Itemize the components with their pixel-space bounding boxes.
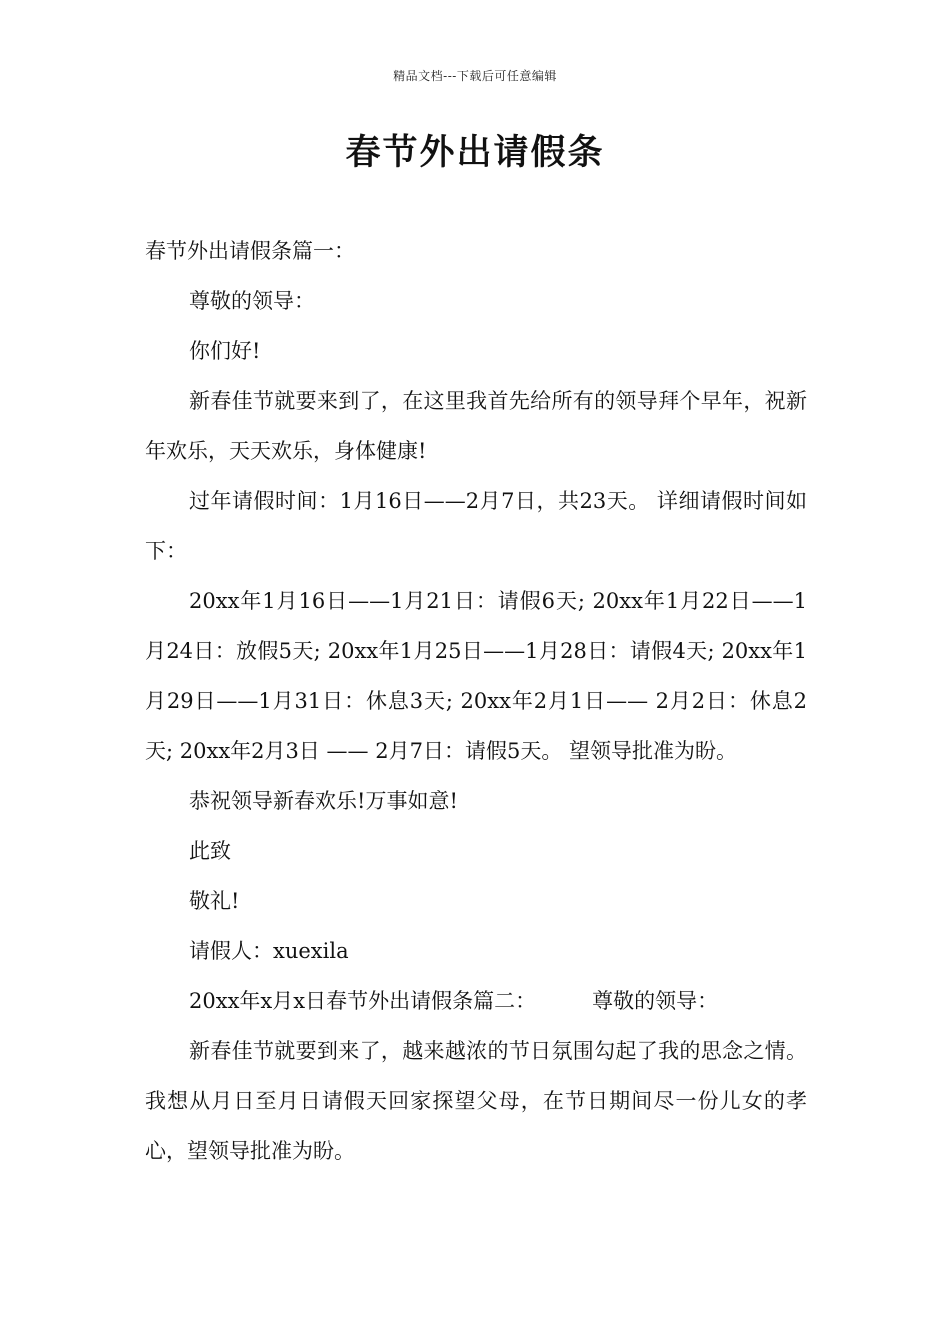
section-heading: 春节外出请假条篇一： — [145, 239, 355, 263]
body-paragraph-leave-period: 过年请假时间：1月16日——2月7日，共23天。 详细请假时间如下： — [145, 489, 807, 563]
applicant-signature: 请假人：xuexila — [189, 939, 349, 963]
closing-salute: 敬礼! — [189, 889, 240, 913]
document-body — [145, 226, 807, 1176]
section-two-body-paragraph: 新春佳节就要到来了，越来越浓的节日氛围勾起了我的思念之情。我想从月日至月日请假天回家探望父母，在节日期间尽一份儿女的孝心，望领导批准为盼。 — [145, 1039, 807, 1163]
document-title: 春节外出请假条 — [345, 132, 605, 173]
section-two-salutation: 尊敬的领导： — [592, 989, 719, 1013]
date-and-section-two-heading: 20xx年x月x日春节外出请假条篇二： — [189, 989, 537, 1013]
date-and-section-two-line — [145, 976, 807, 1026]
greeting: 你们好! — [189, 339, 261, 363]
body-paragraph-wishes: 新春佳节就要来到了，在这里我首先给所有的领导拜个早年，祝新年欢乐，天天欢乐，身体健康! — [145, 389, 807, 463]
salutation: 尊敬的领导： — [189, 289, 315, 313]
body-paragraph-blessing: 恭祝领导新春欢乐!万事如意! — [189, 789, 458, 813]
closing-phrase: 此致 — [189, 839, 231, 863]
body-paragraph-leave-details: 20xx年1月16日——1月21日：请假6天; 20xx年1月22日——1月24日：放假5天; 20xx年1月25日——1月28日：请假4天; 20xx年1月29日——1月31日：休息3天; 20xx年2月1日—— 2月2日：休息2天; 20xx年2月3日 —— 2月7日：请假5天。 望领导批准为盼。 — [145, 589, 807, 763]
page-header-note: 精品文档---下载后可任意编辑 — [393, 69, 557, 83]
